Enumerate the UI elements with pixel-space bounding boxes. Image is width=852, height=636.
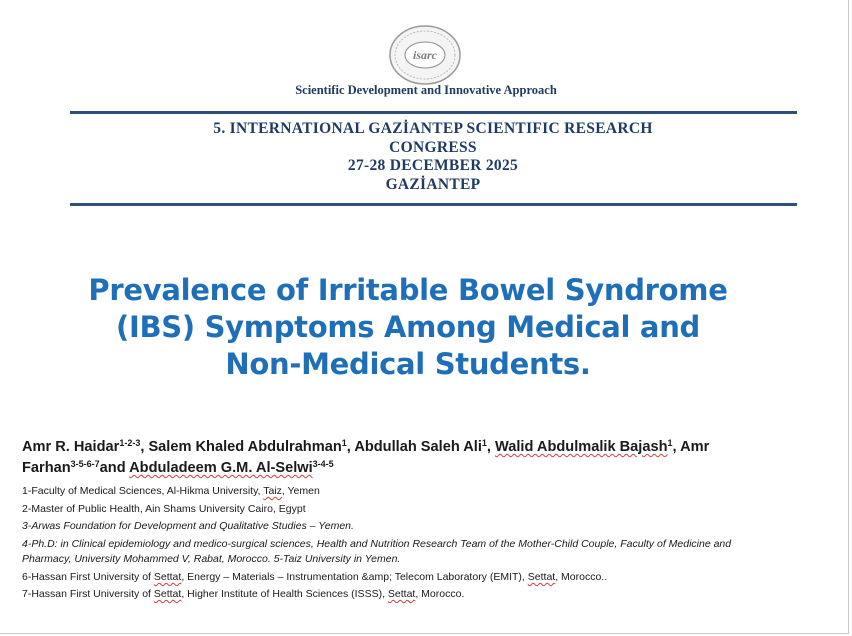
author-affiliation-marks: 3-4-5 [312,459,334,469]
author-affiliation-marks: 1 [667,438,673,448]
affiliation-text: 1-Faculty of Medical Sciences, Al-Hikma University, [22,485,264,497]
header-rule-bottom [70,203,797,206]
affiliation-6 [22,571,607,583]
affiliation-text: Settat [153,588,182,600]
author-line-2 [22,458,822,479]
affiliation-text: , Yemen [281,485,320,497]
header-rule-top [70,111,797,114]
affiliation-3: 3-Arwas Foundation for Development and Qualitative Studies – Yemen. [22,520,354,532]
affiliation-text: Settat [153,571,182,583]
affiliation-text: 7-Hassan First University of [22,588,154,600]
author-connector: and [99,460,130,476]
author-name: , Salem Khaled Abdulrahman [140,439,342,455]
affiliation-2: 2-Master of Public Health, Ain Shams University Cairo, Egypt [22,503,306,515]
paper-title [0,272,816,383]
affiliation-text: , Energy – Materials – Instrumentation &amp; Telecom Laboratory (EMIT), [181,571,528,583]
logo-text: isarc [413,48,437,62]
title-line-1: Prevalence of Irritable Bowel Syndrome [88,273,728,307]
congress-line-2: CONGRESS [389,138,477,156]
author-name: Farhan [22,460,71,476]
affiliation-4-line-2: Pharmacy, University Mohammed V, Rabat, Morocco. 5-Taiz University in Yemen. [22,553,401,565]
author-name: , Abdullah Saleh Ali [346,439,482,455]
title-line-3: Non-Medical Students. [225,347,591,381]
author-name: Amr R. Haidar [22,439,120,455]
author-name: , Amr [672,439,710,455]
author-name: Walid Abdulmalik Bajash [495,439,668,455]
affiliation-text: , Higher Institute of Health Sciences (ISSS), [181,588,388,600]
author-affiliation-marks: 1-2-3 [119,438,141,448]
congress-line-4: GAZİANTEP [385,175,481,193]
affiliation-text: , Morocco.. [555,571,608,583]
affiliation-text: , Morocco. [415,588,465,600]
congress-line-3: 27-28 DECEMBER 2025 [347,157,519,174]
author-affiliation-marks: 3-5-6-7 [70,459,100,469]
affiliation-text: Settat [527,571,556,583]
author-separator: , [486,439,496,455]
congress-header [0,120,852,194]
author-affiliation-marks: 1 [481,438,487,448]
affiliation-text: Taiz [263,485,282,497]
affiliation-text: Settat [387,588,416,600]
author-list [22,437,822,479]
author-affiliation-marks: 1 [341,438,347,448]
congress-tagline: Scientific Development and Innovative Approach [295,83,557,97]
author-name: Abduladeem G.M. Al-Selwi [129,460,313,476]
congress-line-1: 5. INTERNATIONAL GAZİANTEP SCIENTIFIC RESEARCH [213,120,653,137]
affiliation-1 [22,485,320,497]
affiliation-7 [22,588,464,600]
author-line-1 [22,437,822,458]
affiliation-text: 6-Hassan First University of [22,571,154,583]
affiliation-4-line-1: 4-Ph.D: in Clinical epidemiology and medico-surgical sciences, Health and Nutrition Research Team of the Mother-Child Couple, Faculty of Medicine and [22,538,732,550]
congress-logo [385,24,465,88]
title-line-2: (IBS) Symptoms Among Medical and [116,310,700,344]
